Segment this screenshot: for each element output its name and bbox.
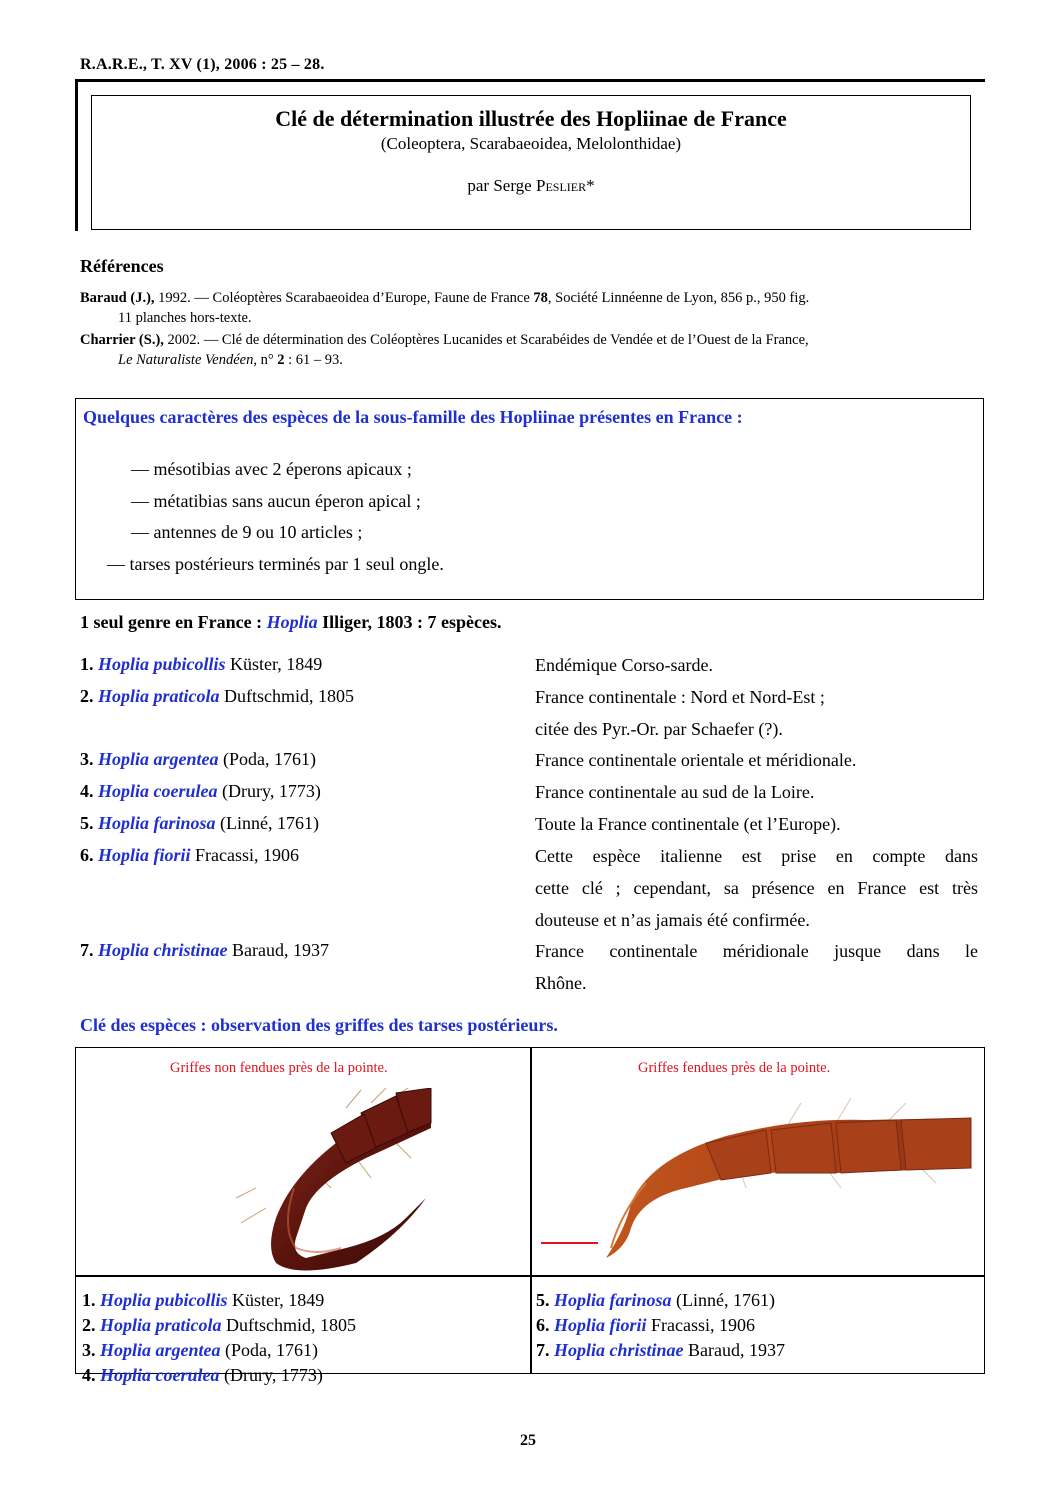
character-item: — mésotibias avec 2 éperons apicaux ; xyxy=(131,459,412,479)
page-number: 25 xyxy=(520,1432,536,1449)
species-item: 3. Hoplia argentea (Poda, 1761) xyxy=(80,749,316,769)
reference-baraud: Baraud (J.), 1992. — Coléoptères Scarabaeoidea d’Europe, Faune de France 78, Société Linnéenne de Lyon, 856 p., 950 fig. 11 planches hors-texte. xyxy=(80,290,810,326)
species-distribution: Toute la France continentale (et l’Europe). xyxy=(535,814,841,834)
character-item: — antennes de 9 ou 10 articles ; xyxy=(131,522,363,542)
header-rule xyxy=(75,79,985,82)
key-species: 7. Hoplia christinae Baraud, 1937 xyxy=(536,1340,785,1360)
reference-charrier: Charrier (S.), 2002. — Clé de détermination des Coléoptères Lucanides et Scarabéides de Vendée et de l’Ouest de la France, Le Naturaliste Vendéen, n° 2 : 61 – 93. xyxy=(80,332,809,368)
key-heading: Clé des espèces : observation des griffes des tarses postérieurs. xyxy=(80,1015,558,1035)
species-distribution: Endémique Corso-sarde. xyxy=(535,655,713,675)
header-side-bar xyxy=(75,79,78,231)
genus-line: 1 seul genre en France : Hoplia Illiger, 1803 : 7 espèces. xyxy=(80,612,502,632)
species-item: 2. Hoplia praticola Duftschmid, 1805 xyxy=(80,686,354,706)
references-heading: Références xyxy=(80,256,164,276)
species-item: 7. Hoplia christinae Baraud, 1937 xyxy=(80,940,329,960)
species-distribution: France continentale orientale et méridionale. xyxy=(535,750,857,770)
character-item: — métatibias sans aucun éperon apical ; xyxy=(131,491,421,511)
left-caption: Griffes non fendues près de la pointe. xyxy=(170,1060,388,1076)
key-species: 4. Hoplia coerulea (Drury, 1773) xyxy=(82,1365,323,1385)
article-subtitle: (Coleoptera, Scarabaeoidea, Melolonthidae) xyxy=(380,134,682,153)
key-species: 6. Hoplia fiorii Fracassi, 1906 xyxy=(536,1315,755,1335)
species-item: 5. Hoplia farinosa (Linné, 1761) xyxy=(80,813,320,833)
unsplit-claw-image xyxy=(196,1088,436,1273)
journal-reference: R.A.R.E., T. XV (1), 2006 : 25 – 28. xyxy=(80,56,325,73)
right-caption: Griffes fendues près de la pointe. xyxy=(638,1060,831,1076)
characters-box xyxy=(75,398,984,600)
key-right-list xyxy=(536,1288,785,1363)
article-author: par Serge Peslier* xyxy=(467,176,595,195)
key-table xyxy=(75,1047,985,1385)
species-distribution: France continentale : Nord et Nord-Est ; citée des Pyr.-Or. par Schaefer (?). xyxy=(535,687,825,739)
species-item: 4. Hoplia coerulea (Drury, 1773) xyxy=(80,781,321,801)
characters-heading: Quelques caractères des espèces de la sous-famille des Hopliinae présentes en France : xyxy=(83,407,743,427)
key-species: 2. Hoplia praticola Duftschmid, 1805 xyxy=(82,1315,356,1335)
article-title: Clé de détermination illustrée des Hopliinae de France xyxy=(275,106,787,131)
title-box xyxy=(91,95,971,230)
species-item: 1. Hoplia pubicollis Küster, 1849 xyxy=(80,654,323,674)
species-distribution: France continentale méridionale jusque dans le Rhône. xyxy=(535,941,978,993)
table-divider xyxy=(76,1275,984,1277)
table-divider xyxy=(530,1048,532,1373)
species-item: 6. Hoplia fiorii Fracassi, 1906 xyxy=(80,845,299,865)
species-distribution: France continentale au sud de la Loire. xyxy=(535,782,815,802)
split-claw-image xyxy=(536,1088,976,1273)
key-species: 5. Hoplia farinosa (Linné, 1761) xyxy=(536,1290,776,1310)
key-species: 1. Hoplia pubicollis Küster, 1849 xyxy=(82,1290,325,1310)
key-left-list xyxy=(82,1288,356,1388)
character-item: — tarses postérieurs terminés par 1 seul ongle. xyxy=(107,554,444,574)
species-distribution: Cette espèce italienne est prise en compte dans cette clé ; cependant, sa présence en France est très douteuse et n’as jamais été confirmée. xyxy=(535,846,978,930)
key-species: 3. Hoplia argentea (Poda, 1761) xyxy=(82,1340,318,1360)
